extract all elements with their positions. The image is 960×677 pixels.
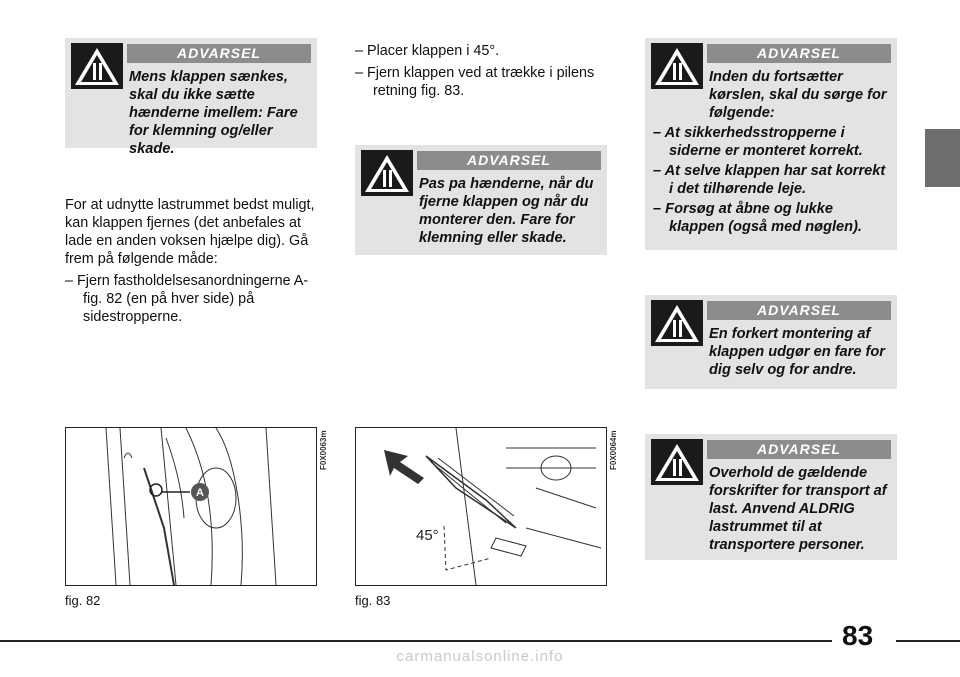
step-item: – Fjern fastholdelsesanordningerne A-fig. 82 (en på hver side) på sidestropperne. [65,273,309,325]
warning-text: Overhold de gældende forskrifter for transport af last. Anvend ALDRIG lastrummet til at transportere personer. [709,465,887,553]
warning-text: Inden du fortsætter kørslen, skal du sørge for følgende: [709,69,887,121]
warning-box-2 [355,145,607,255]
warning-header: ADVARSEL [707,44,891,63]
figure-caption: fig. 83 [355,593,391,608]
warning-list-item: – Forsøg at åbne og lukke klappen (også med nøglen). [653,201,862,235]
warning-list-item: – At selve klappen har sat korrekt i det tilhørende leje. [653,163,886,197]
warning-triangle-icon [361,150,413,196]
angle-label: 45° [416,527,439,544]
footer-rule-right [896,640,960,642]
figure-caption: fig. 82 [65,593,101,608]
page-number: 83 [842,620,874,651]
step-item: – Placer klappen i 45°. [355,43,500,59]
warning-box-1 [65,38,317,157]
watermark: carmanualsonline.info [396,648,564,665]
left-body-text [65,196,315,330]
footer-rule-left [0,640,832,642]
section-tab [925,129,960,187]
warning-text: Pas pa hænderne, når du fjerne klappen og når du monterer den. Fare for klemning eller skade. [419,176,594,246]
warning-header: ADVARSEL [707,301,891,320]
warning-triangle-icon [651,300,703,346]
warning-text: Mens klappen sænkes, skal du ikke sætte hænderne imellem: Fare for klemning og/eller skade. [129,69,298,157]
figure-82 [65,427,317,586]
warning-box-4 [645,295,897,389]
warning-triangle-icon [651,439,703,485]
warning-box-3 [645,38,897,250]
figure-83-illustration [356,428,606,585]
warning-header: ADVARSEL [417,151,601,170]
middle-body-text [355,42,605,104]
step-item: – Fjern klappen ved at trække i pilens retning fig. 83. [355,65,595,99]
warning-triangle-icon [651,43,703,89]
figure-83 [355,427,607,586]
warning-text: En forkert montering af klappen udgør en fare for dig selv og for andre. [709,326,885,378]
warning-list-item: – At sikkerhedsstropperne i siderne er monteret korrekt. [653,125,863,159]
intro-paragraph: For at udnytte lastrummet bedst muligt, kan klappen fjernes (det anbefales at lade en anden voksen hjælpe dig). Gå frem på følgende måde: [65,197,315,267]
callout-label: A [196,487,204,499]
warning-header: ADVARSEL [127,44,311,63]
figure-code: F0X0063m [319,430,328,470]
figure-82-illustration [66,428,316,585]
warning-header: ADVARSEL [707,440,891,459]
figure-code: F0X0064m [609,430,618,470]
warning-triangle-icon [71,43,123,89]
warning-box-5 [645,434,897,560]
